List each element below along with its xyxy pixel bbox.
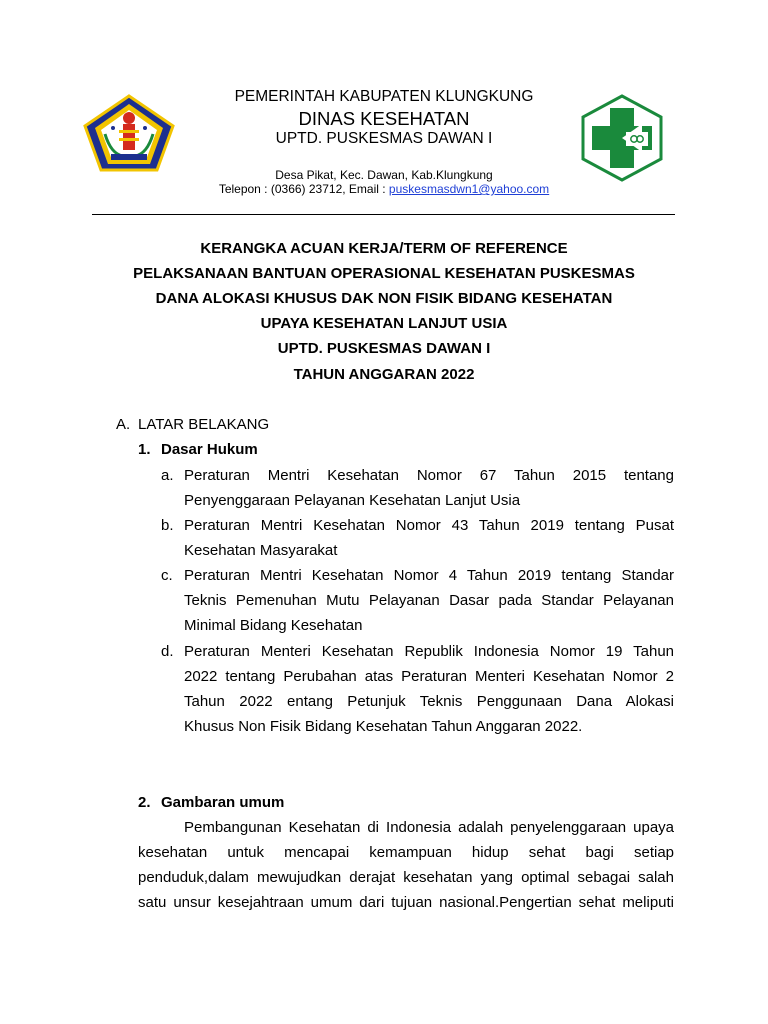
list-item-text: 2022 tentang Perubahan atas Peraturan Menteri Kesehatan Nomor 2 (184, 668, 674, 685)
list-item-text: Peraturan Mentri Kesehatan Nomor 67 Tahun 2015 tentang (184, 467, 674, 484)
list-item-marker: a. (161, 467, 174, 484)
section-a-heading: LATAR BELAKANG (138, 416, 270, 433)
list-item-text: Peraturan Mentri Kesehatan Nomor 43 Tahun 2019 tentang Pusat (184, 517, 674, 534)
list-item-text: Peraturan Menteri Kesehatan Republik Indonesia Nomor 19 Tahun (184, 643, 674, 660)
paragraph-line: Pembangunan Kesehatan di Indonesia adalah penyelenggaraan upaya (184, 819, 674, 836)
subsection-1-heading: Dasar Hukum (161, 441, 258, 458)
list-item-text: Penyenggaraan Pelayanan Kesehatan Lanjut Usia (184, 492, 521, 509)
document-title-line-6: TAHUN ANGGARAN 2022 (293, 366, 475, 383)
subsection-2-heading: Gambaran umum (161, 794, 285, 811)
list-item-text: Teknis Pemenuhan Mutu Pelayanan Dasar pada Standar Pelayanan (184, 592, 674, 609)
list-item-marker: b. (161, 517, 174, 534)
list-item-text: Minimal Bidang Kesehatan (184, 617, 363, 634)
document-title-line-2: PELAKSANAAN BANTUAN OPERASIONAL KESEHATAN PUSKESMAS (133, 265, 635, 282)
letterhead-contact (0, 182, 768, 196)
paragraph-line: penduduk,dalam mewujudkan derajat kesehatan yang optimal sebagai salah (138, 869, 674, 886)
subsection-2-marker: 2. (138, 794, 151, 811)
subsection-1-marker: 1. (138, 441, 151, 458)
letterhead-divider (92, 214, 675, 215)
list-item-text: Peraturan Mentri Kesehatan Nomor 4 Tahun 2019 tentang Standar (184, 567, 674, 584)
list-item-text: Tahun 2022 entang Petunjuk Teknis Penggunaan Dana Alokasi (184, 693, 674, 710)
letterhead-department: DINAS KESEHATAN (298, 108, 470, 129)
document-title-line-5: UPTD. PUSKESMAS DAWAN I (277, 340, 491, 357)
section-a-marker: A. (116, 416, 131, 433)
document-title-line-3: DANA ALOKASI KHUSUS DAK NON FISIK BIDANG KESEHATAN (155, 290, 613, 307)
letterhead-address: Desa Pikat, Kec. Dawan, Kab.Klungkung (275, 168, 493, 182)
list-item-marker: d. (161, 643, 174, 660)
list-item-text: Khusus Non Fisik Bidang Kesehatan Tahun Anggaran 2022. (184, 718, 583, 735)
email-link[interactable]: puskesmasdwn1@yahoo.com (388, 182, 550, 196)
document-title-line-1: KERANGKA ACUAN KERJA/TERM OF REFERENCE (200, 240, 568, 257)
list-item-marker: c. (161, 567, 173, 584)
contact-phone-label: Telepon : (0366) 23712, Email : (218, 182, 389, 196)
paragraph-line: satu unsur kesejahtraan umum dari tujuan nasional.Pengertian sehat meliputi (138, 894, 674, 911)
letterhead-government: PEMERINTAH KABUPATEN KLUNGKUNG (234, 88, 534, 105)
paragraph-line: kesehatan untuk mencapai kemampuan hidup sehat bagi setiap (138, 844, 674, 861)
list-item-text: Kesehatan Masyarakat (184, 542, 338, 559)
document-title-line-4: UPAYA KESEHATAN LANJUT USIA (260, 315, 508, 332)
letterhead-unit: UPTD. PUSKESMAS DAWAN I (275, 130, 493, 147)
